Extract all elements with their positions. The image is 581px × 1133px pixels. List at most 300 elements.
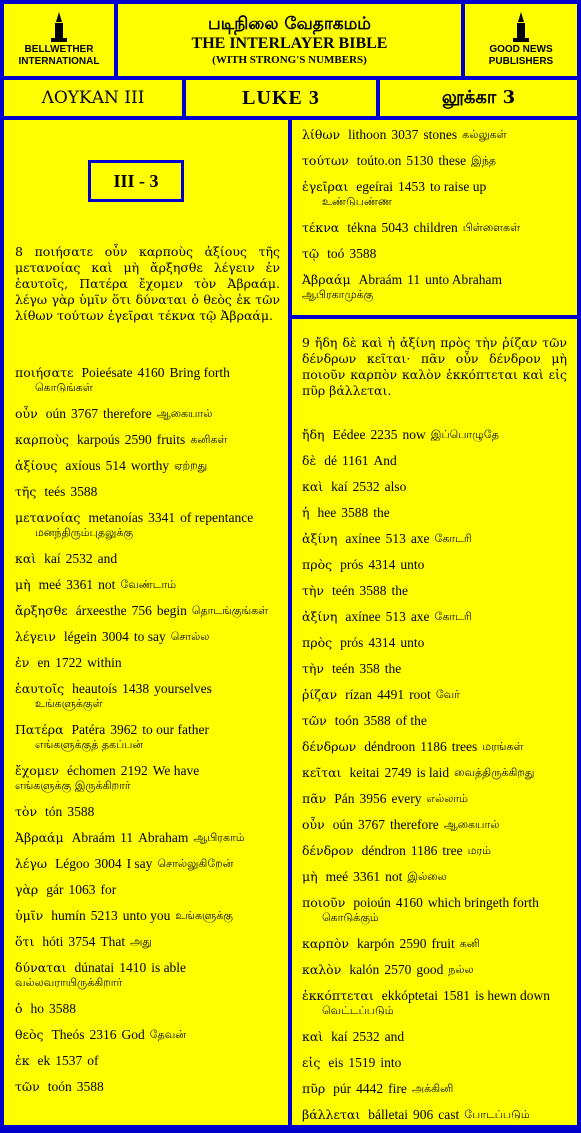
entry-row [15, 722, 281, 752]
entry-row [302, 765, 568, 780]
entry-english: therefore [389, 817, 439, 832]
entry-row [15, 629, 281, 644]
entry-greek: ἐγεῖραι [302, 179, 349, 194]
entry-tamil: எல்லாம் [426, 792, 468, 805]
entry-tamil: மரங்கள் [482, 740, 524, 753]
entry-tamil: இந்த [471, 154, 497, 167]
entry-strongs-number: 3588 [359, 583, 387, 598]
entry-greek: κεῖται [302, 765, 342, 780]
entry-strongs-number: 3754 [68, 934, 96, 949]
entry-english: That [100, 934, 126, 949]
entry-english: cast [438, 1107, 460, 1122]
entry-row [15, 908, 281, 923]
entry-row [15, 681, 281, 711]
entry-strongs-number: 3962 [110, 722, 138, 737]
entry-tamil: வல்லவராயிருக்கிறார் [15, 976, 123, 989]
entry-strongs-number: 513 [385, 609, 406, 624]
entry-greek: πῦρ [302, 1081, 326, 1096]
entry-row [15, 655, 281, 670]
verse-8-continued-entries [302, 127, 568, 313]
entry-english: the [384, 661, 402, 676]
entry-english: trees [451, 739, 478, 754]
entry-strongs-number: 1722 [55, 655, 83, 670]
entry-greek: τῷ [302, 246, 320, 261]
entry-transliteration: toón [334, 713, 359, 728]
verse-9-text: 9 ἤδη δὲ καὶ ἡ ἀξίνη πρὸς τὴν ῥίζαν τῶν δένδρων κεῖται· πᾶν οὖν δένδρον μὴ ποιοῦν καρπὸν καλὸν ἐκκόπτεται καὶ εἰς πῦρ βάλλεται. [302, 335, 567, 398]
entry-greek: καρπὸν [302, 936, 349, 951]
entry-row [302, 713, 568, 728]
chapter-label: III - 3 [88, 160, 184, 202]
entry-english: is hewn down [474, 988, 550, 1003]
entry-transliteration: gár [46, 882, 64, 897]
entry-english: not [98, 577, 116, 592]
entry-english: I say [126, 856, 153, 871]
entry-greek: Ἀβραάμ [15, 830, 64, 845]
entry-tamil: தொடங்குங்கள் [191, 604, 269, 617]
entry-tamil: நல்ல [448, 963, 474, 976]
entry-strongs-number: 5043 [381, 220, 409, 235]
entry-tamil: ஆகையால் [443, 818, 500, 831]
entry-row [302, 127, 568, 142]
entry-greek: Ἀβραάμ [302, 272, 351, 287]
right-logo-line1: GOOD NEWS [489, 44, 553, 55]
entry-strongs-number: 11 [120, 830, 134, 845]
entry-strongs-number: 1186 [410, 843, 438, 858]
entry-strongs-number: 1410 [119, 960, 147, 975]
entry-strongs-number: 3588 [67, 804, 95, 819]
entry-tamil: ஏற்றது [174, 459, 208, 472]
entry-greek: λέγω [15, 856, 48, 871]
entry-transliteration: prós [340, 557, 364, 572]
entry-row [302, 791, 568, 806]
entry-transliteration: Poieésate [81, 365, 133, 380]
entry-greek: ὑμῖν [15, 908, 44, 923]
entry-english: tree [442, 843, 463, 858]
entry-tamil: வேர் [435, 688, 460, 701]
entry-tamil: கொடுக்கும் [322, 911, 379, 924]
entry-greek: μετανοίας [15, 510, 81, 525]
entry-row [302, 609, 568, 624]
entry-tamil: உங்களுக்குள் [35, 697, 103, 710]
entry-transliteration: teén [332, 583, 355, 598]
entry-tamil: எங்களுக்குத் தகப்பன் [35, 738, 144, 751]
entry-transliteration: ekkóptetai [381, 988, 438, 1003]
entry-greek: μὴ [302, 869, 318, 884]
entry-transliteration: keitai [349, 765, 380, 780]
entry-tamil: எங்களுக்கு இருக்கிறார் [15, 779, 131, 792]
entry-transliteration: Légoo [55, 856, 90, 871]
entry-transliteration: rízan [345, 687, 373, 702]
entry-english: fruit [431, 936, 455, 951]
entry-row [302, 962, 568, 977]
entry-row [302, 843, 568, 858]
entry-transliteration: karpoús [76, 432, 120, 447]
entry-transliteration: heautoís [72, 681, 118, 696]
entry-greek: δένδρων [302, 739, 357, 754]
entry-greek: ἡ [302, 505, 310, 520]
entry-english: therefore [102, 406, 152, 421]
entry-greek: ἤδη [302, 427, 325, 442]
entry-greek: τούτων [302, 153, 349, 168]
entry-transliteration: eis [328, 1055, 344, 1070]
entry-greek: ἀξίνη [302, 609, 338, 624]
entry-transliteration: déndroon [364, 739, 416, 754]
entry-tamil: உண்டுபண்ண [322, 195, 392, 208]
entry-transliteration: en [37, 655, 51, 670]
entry-transliteration: lithoon [348, 127, 387, 142]
entry-row [302, 687, 568, 702]
entry-greek: ὅτι [15, 934, 35, 949]
entry-english: to raise up [429, 179, 487, 194]
entry-row [15, 458, 281, 473]
entry-strongs-number: 3588 [70, 484, 98, 499]
entry-greek: θεὸς [15, 1027, 44, 1042]
entry-tamil: இல்லை [407, 870, 447, 883]
entry-row [302, 479, 568, 494]
entry-greek: ποιοῦν [302, 895, 346, 910]
entry-english: God [121, 1027, 145, 1042]
entry-greek: οὖν [302, 817, 325, 832]
entry-strongs-number: 2235 [370, 427, 398, 442]
entry-strongs-number: 4442 [356, 1081, 384, 1096]
entry-strongs-number: 3004 [101, 629, 129, 644]
entry-transliteration: oún [332, 817, 353, 832]
entry-greek: οὖν [15, 406, 38, 421]
entry-transliteration: axínee [345, 609, 381, 624]
entry-row [302, 1029, 568, 1044]
entry-greek: τῆς [15, 484, 37, 499]
entry-transliteration: Patéra [71, 722, 106, 737]
entry-tamil: வேண்டாம் [120, 578, 177, 591]
entry-tamil: போடப்படும் [464, 1108, 530, 1121]
entry-transliteration: Pán [334, 791, 355, 806]
entry-english: the [391, 583, 409, 598]
entry-strongs-number: 3361 [66, 577, 94, 592]
title-subtitle: (WITH STRONG'S NUMBERS) [212, 54, 367, 66]
entry-row [302, 453, 568, 468]
entry-strongs-number: 2749 [384, 765, 412, 780]
entry-tamil: ஆபிரகாம் [193, 831, 245, 844]
entry-row [15, 432, 281, 447]
entry-english: which bringeth forth [427, 895, 539, 910]
entry-row [15, 830, 281, 845]
entry-row [302, 179, 568, 209]
entry-strongs-number: 3361 [353, 869, 381, 884]
entry-row [302, 220, 568, 235]
entry-row [15, 1027, 281, 1042]
entry-english: unto you [122, 908, 171, 923]
entry-english: the [373, 505, 390, 520]
entry-english: unto Abraham [425, 272, 502, 287]
entry-row [15, 763, 281, 793]
entry-english: and [384, 1029, 405, 1044]
entry-strongs-number: 3767 [357, 817, 385, 832]
entry-tamil: ஆபிரகாமுக்கு [302, 288, 374, 301]
title-tamil: படிநிலை வேதாகமம் [208, 14, 371, 34]
entry-english: fire [388, 1081, 407, 1096]
entry-transliteration: axínee [345, 531, 381, 546]
entry-row [302, 246, 568, 261]
entry-transliteration: karpón [356, 936, 395, 951]
entry-row [302, 153, 568, 168]
entry-greek: τῶν [15, 1079, 40, 1094]
entry-strongs-number: 1537 [55, 1053, 83, 1068]
entry-row [302, 895, 568, 925]
entry-transliteration: árxeesthe [75, 603, 127, 618]
entry-transliteration: humín [51, 908, 86, 923]
entry-english: Bring forth [169, 365, 230, 380]
entry-strongs-number: 5213 [90, 908, 118, 923]
entry-strongs-number: 1186 [420, 739, 447, 754]
entry-row [302, 583, 568, 598]
entry-greek: γὰρ [15, 882, 39, 897]
entry-transliteration: meé [38, 577, 62, 592]
entry-transliteration: prós [340, 635, 364, 650]
right-logo-line2: PUBLISHERS [488, 56, 554, 67]
entry-row [302, 1055, 568, 1070]
entry-english: every [391, 791, 422, 806]
entry-strongs-number: 358 [359, 661, 380, 676]
entry-tamil: சொல்லுகிறேன் [157, 857, 234, 870]
entry-greek: δὲ [302, 453, 317, 468]
entry-transliteration: toón [47, 1079, 72, 1094]
entry-english: these [438, 153, 467, 168]
entry-row [302, 557, 568, 572]
entry-transliteration: Abraám [71, 830, 116, 845]
left-logo [4, 4, 114, 76]
title-english: THE INTERLAYER BIBLE [191, 35, 388, 52]
entry-tamil: கல்லுகள் [462, 128, 507, 141]
verse-8-entries [15, 365, 281, 1105]
entry-greek: ἔχομεν [15, 763, 60, 778]
entry-greek: ἀξίνη [302, 531, 338, 546]
entry-row [302, 817, 568, 832]
entry-english: axe [410, 609, 430, 624]
entry-english: of the [395, 713, 427, 728]
entry-tamil: வைத்திருக்கிறது [454, 766, 535, 779]
entry-row [302, 427, 568, 442]
entry-transliteration: púr [333, 1081, 352, 1096]
entry-english: of repentance [180, 510, 254, 525]
entry-row [15, 882, 281, 897]
entry-tamil: பிள்ளைகள் [462, 221, 520, 234]
entry-transliteration: kalón [349, 962, 380, 977]
entry-strongs-number: 1161 [341, 453, 369, 468]
entry-strongs-number: 513 [385, 531, 406, 546]
entry-row [15, 406, 281, 421]
entry-english: Abraham [138, 830, 189, 845]
entry-row [302, 988, 568, 1018]
entry-row [15, 365, 281, 395]
entry-transliteration: hóti [42, 934, 64, 949]
entry-strongs-number: 2590 [124, 432, 152, 447]
entry-strongs-number: 3588 [49, 1001, 77, 1016]
entry-tamil: இப்பொழுதே [430, 428, 499, 441]
entry-strongs-number: 3588 [349, 246, 377, 261]
entry-transliteration: kaí [44, 551, 61, 566]
left-logo-line1: BELLWETHER [24, 44, 94, 55]
entry-greek: καὶ [15, 551, 37, 566]
entry-row [302, 739, 568, 754]
entry-row [15, 804, 281, 819]
entry-greek: ὁ [15, 1001, 23, 1016]
entry-strongs-number: 2590 [399, 936, 427, 951]
entry-transliteration: tón [45, 804, 63, 819]
entry-english: unto [400, 635, 425, 650]
entry-greek: ποιήσατε [15, 365, 74, 380]
entry-strongs-number: 1581 [442, 988, 470, 1003]
entry-transliteration: poioún [353, 895, 391, 910]
title-box [118, 4, 461, 76]
entry-row [15, 1001, 281, 1016]
entry-greek: πρὸς [302, 557, 333, 572]
entry-transliteration: ho [30, 1001, 45, 1016]
entry-greek: πρὸς [302, 635, 333, 650]
entry-strongs-number: 3588 [363, 713, 391, 728]
entry-strongs-number: 11 [407, 272, 421, 287]
verse-8-text: 8 ποιήσατε οὖν καρποὺς ἀξίους τῆς μετανοίας καὶ μὴ ἄρξησθε λέγειν ἐν ἑαυτοῖς, Πατέρα ἔχομεν τὸν Ἀβραάμ. λέγω γὰρ ὑμῖν ὅτι δύναται ὁ θεὸς ἐκ τῶν λίθων τούτων ἐγεῖραι τέκνα τῷ Ἀβραάμ. [15, 244, 280, 323]
entry-strongs-number: 1438 [122, 681, 150, 696]
book-tamil: லூக்கா 3 [380, 80, 577, 116]
entry-strongs-number: 3588 [76, 1079, 104, 1094]
entry-strongs-number: 2192 [120, 763, 148, 778]
entry-greek: δύναται [15, 960, 67, 975]
entry-row [302, 936, 568, 951]
entry-strongs-number: 4160 [137, 365, 165, 380]
entry-english: is able [151, 960, 187, 975]
entry-strongs-number: 2532 [65, 551, 93, 566]
entry-greek: ἄρξησθε [15, 603, 68, 618]
entry-greek: εἰς [302, 1055, 321, 1070]
entry-english: to say [133, 629, 166, 644]
entry-english: begin [156, 603, 187, 618]
entry-transliteration: kaí [331, 1029, 348, 1044]
entry-english: fruits [156, 432, 186, 447]
entry-row [15, 510, 281, 540]
entry-row [302, 869, 568, 884]
entry-transliteration: teén [332, 661, 355, 676]
entry-strongs-number: 756 [131, 603, 152, 618]
entry-row [302, 1107, 568, 1122]
entry-english: to our father [142, 722, 209, 737]
entry-greek: δένδρον [302, 843, 354, 858]
book-greek: ΛΟΥΚΑΝ III [4, 80, 182, 116]
entry-row [15, 603, 281, 618]
entry-greek: λίθων [302, 127, 341, 142]
entry-strongs-number: 3956 [359, 791, 387, 806]
entry-strongs-number: 5130 [406, 153, 434, 168]
entry-strongs-number: 3341 [148, 510, 176, 525]
entry-english: also [384, 479, 407, 494]
entry-row [302, 661, 568, 676]
entry-english: stones [423, 127, 458, 142]
entry-row [15, 1053, 281, 1068]
entry-english: within [87, 655, 122, 670]
entry-strongs-number: 1063 [68, 882, 96, 897]
entry-tamil: தேவன் [149, 1028, 186, 1041]
entry-english: We have [152, 763, 200, 778]
entry-greek: πᾶν [302, 791, 327, 806]
entry-row [15, 960, 281, 990]
entry-transliteration: déndron [361, 843, 406, 858]
entry-english: root [409, 687, 431, 702]
entry-row [302, 505, 568, 520]
entry-tamil: கனி [459, 937, 480, 950]
entry-greek: μὴ [15, 577, 31, 592]
entry-row [15, 551, 281, 566]
entry-transliteration: dúnatai [74, 960, 115, 975]
entry-transliteration: Theós [51, 1027, 85, 1042]
book-english: LUKE 3 [186, 80, 376, 116]
entry-tamil: மனந்திரும்புதலுக்கு [35, 526, 134, 539]
entry-greek: τὴν [302, 661, 325, 676]
entry-english: for [100, 882, 117, 897]
entry-transliteration: teés [44, 484, 66, 499]
entry-tamil: அது [130, 935, 152, 948]
entry-greek: Πατέρα [15, 722, 64, 737]
entry-greek: ἀξίους [15, 458, 58, 473]
entry-transliteration: metanoías [88, 510, 144, 525]
entry-strongs-number: 1519 [348, 1055, 376, 1070]
entry-transliteration: tékna [347, 220, 377, 235]
entry-greek: λέγειν [15, 629, 56, 644]
entry-row [15, 484, 281, 499]
entry-strongs-number: 2570 [384, 962, 412, 977]
entry-transliteration: hee [317, 505, 337, 520]
entry-transliteration: dé [324, 453, 337, 468]
entry-strongs-number: 3767 [70, 406, 98, 421]
entry-strongs-number: 1453 [397, 179, 425, 194]
entry-tamil: ஆகையால் [156, 407, 213, 420]
entry-strongs-number: 4314 [368, 635, 396, 650]
entry-strongs-number: 906 [412, 1107, 434, 1122]
entry-strongs-number: 3004 [94, 856, 122, 871]
entry-strongs-number: 514 [105, 458, 126, 473]
entry-row [15, 856, 281, 871]
entry-greek: τὸν [15, 804, 38, 819]
entry-greek: καὶ [302, 1029, 324, 1044]
entry-transliteration: bálletai [368, 1107, 408, 1122]
left-logo-line2: INTERNATIONAL [18, 56, 100, 67]
entry-english: of [87, 1053, 99, 1068]
entry-tamil: வெட்டப்படும் [322, 1004, 394, 1017]
entry-greek: καρποὺς [15, 432, 69, 447]
entry-greek: καλὸν [302, 962, 342, 977]
entry-english: now [402, 427, 426, 442]
entry-strongs-number: 2532 [352, 479, 380, 494]
entry-english: children [413, 220, 458, 235]
entry-row [15, 1079, 281, 1094]
entry-tamil: கொடுங்கள் [35, 381, 93, 394]
entry-transliteration: ek [37, 1053, 51, 1068]
entry-english: is laid [416, 765, 450, 780]
entry-english: unto [400, 557, 425, 572]
bellwether-logo-icon [46, 12, 72, 42]
entry-strongs-number: 3588 [341, 505, 369, 520]
entry-greek: τέκνα [302, 220, 340, 235]
entry-tamil: மரம் [467, 844, 491, 857]
entry-row [302, 635, 568, 650]
entry-transliteration: Eédee [332, 427, 366, 442]
entry-transliteration: toó [327, 246, 345, 261]
entry-transliteration: meé [325, 869, 349, 884]
good-news-logo-icon [508, 12, 534, 42]
entry-tamil: கோடரி [434, 610, 472, 623]
verse-9-entries [302, 427, 568, 1133]
entry-english: yourselves [154, 681, 212, 696]
entry-transliteration: toúto.on [356, 153, 402, 168]
entry-tamil: கோடரி [434, 532, 472, 545]
